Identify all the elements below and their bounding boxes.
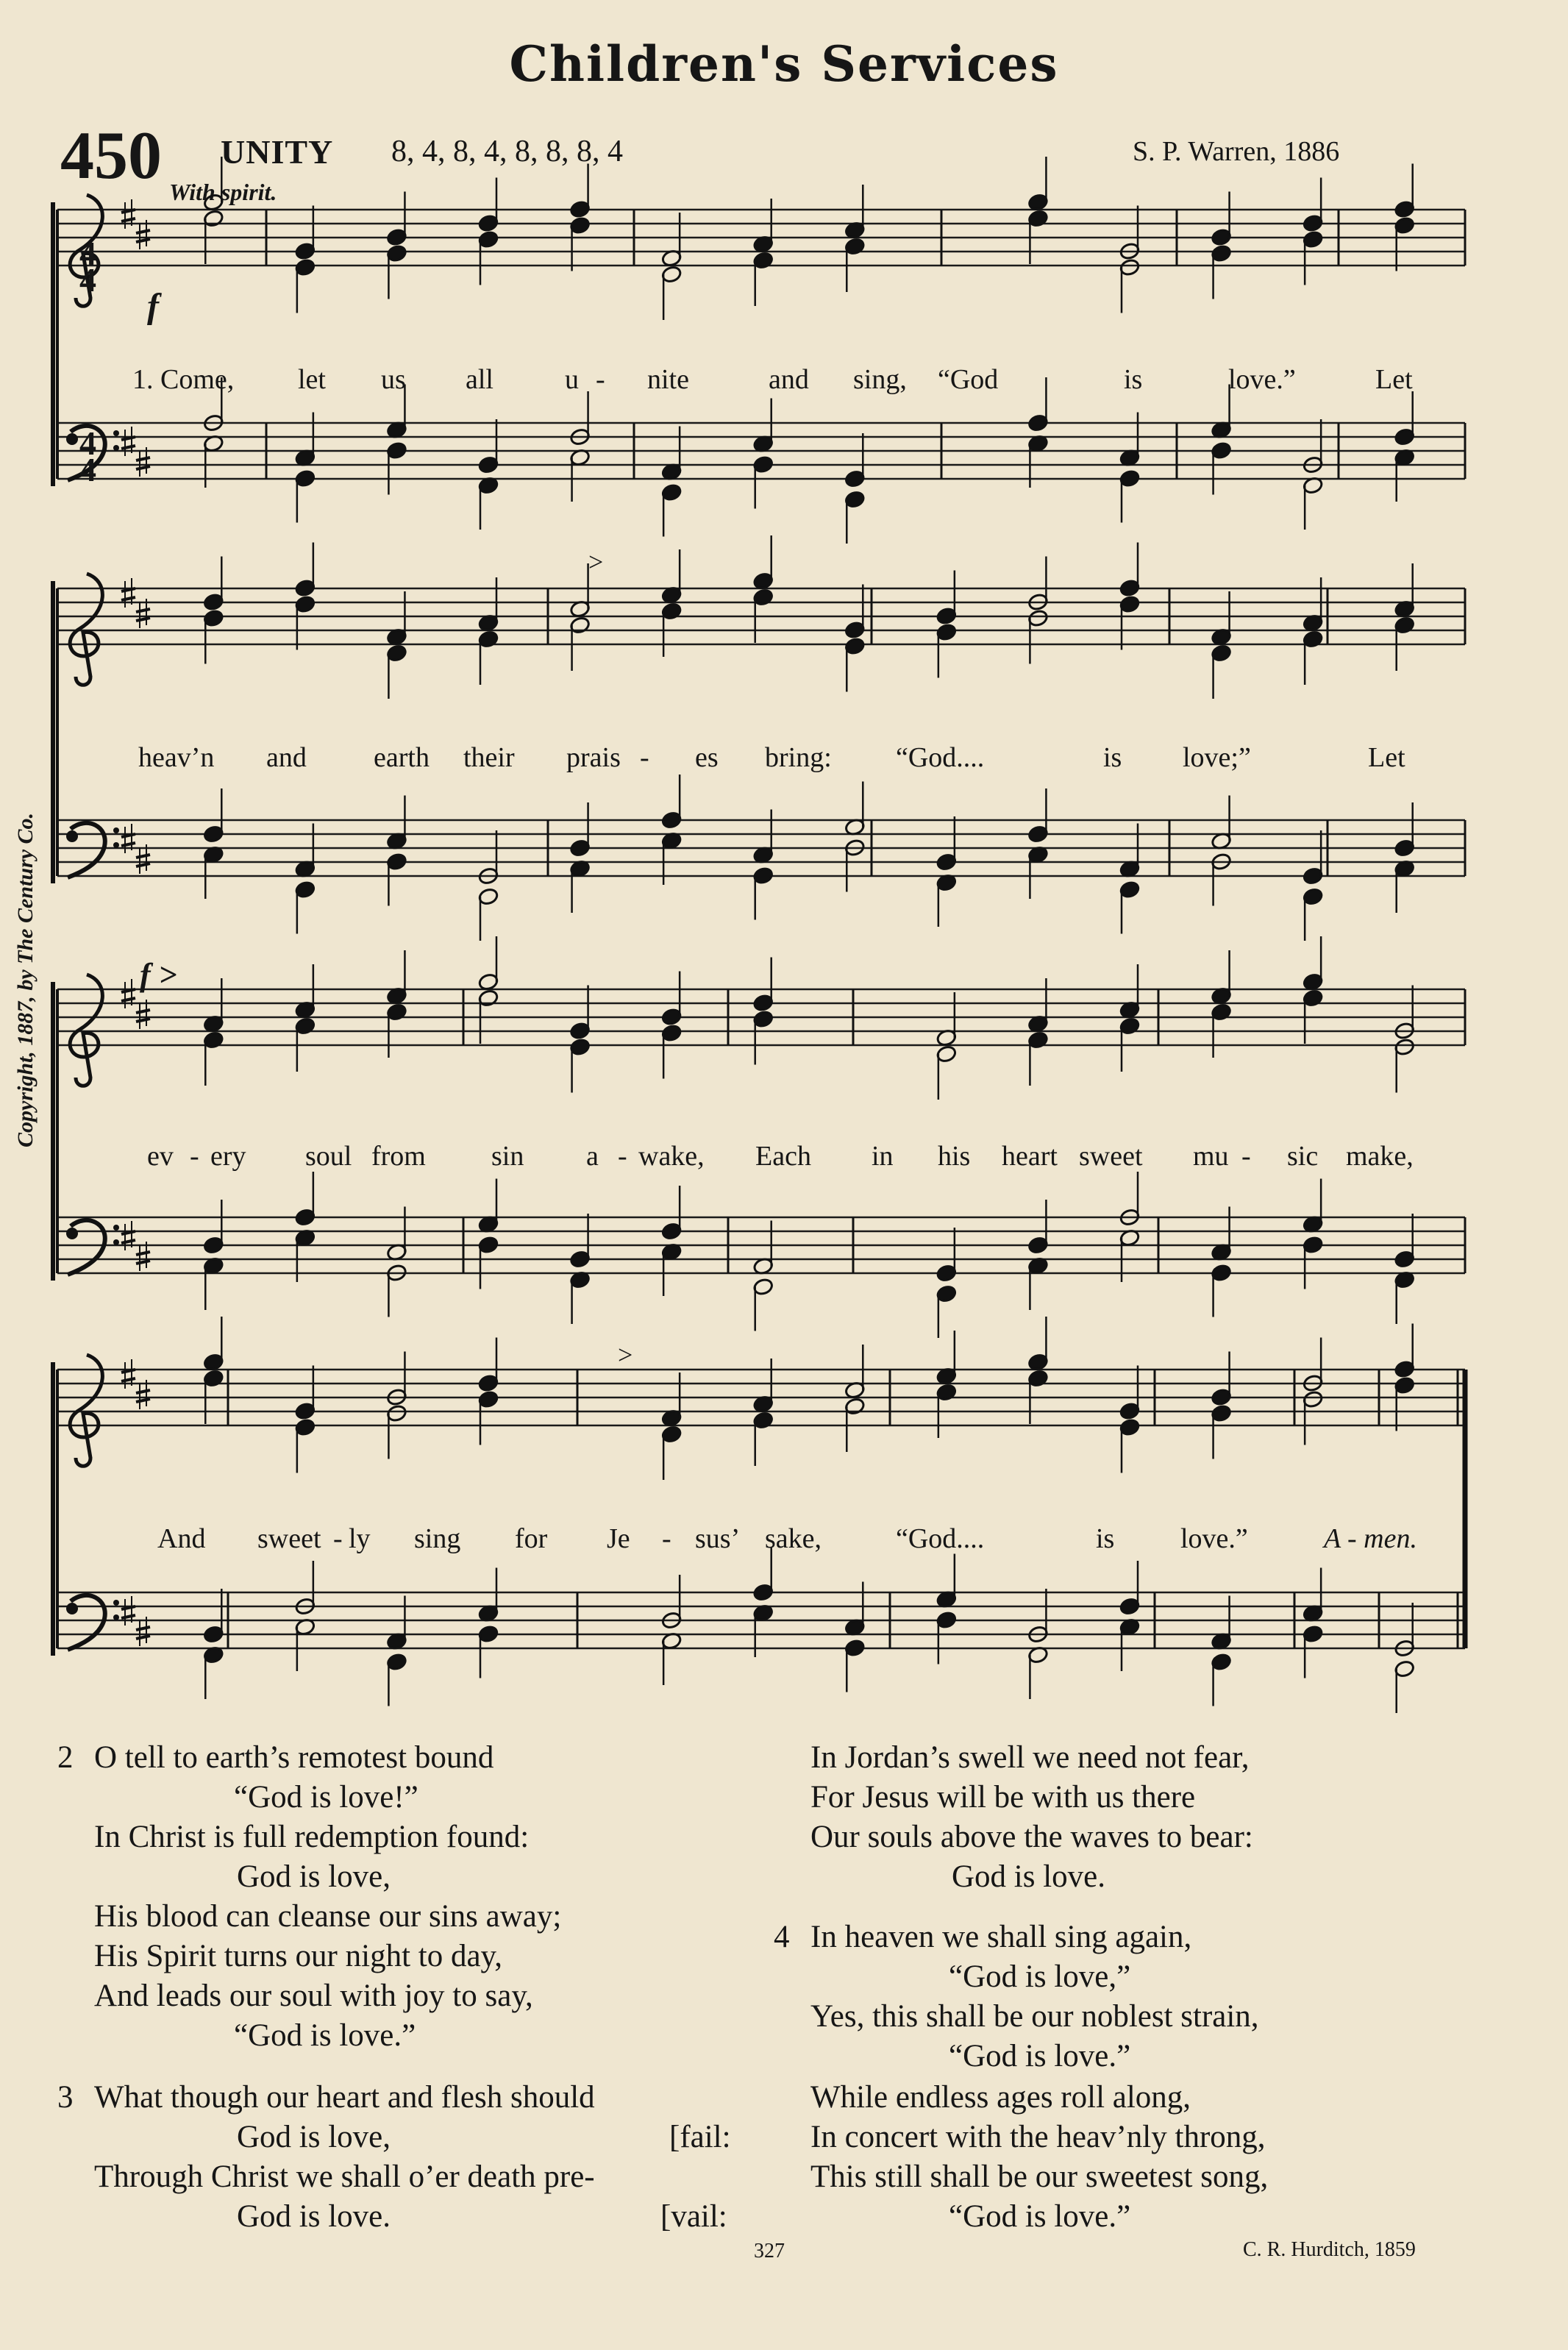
lyric-syllable: for — [515, 1523, 548, 1554]
verse-line: His blood can cleanse our sins away; — [94, 1899, 562, 1934]
verse-line: His Spirit turns our night to day, — [94, 1939, 503, 1973]
verse-line: God is love. — [952, 1859, 1106, 1894]
lyric-syllable: sing, — [853, 364, 907, 395]
verse-number: 2 — [57, 1740, 74, 1775]
lyric-syllable: - — [190, 1141, 199, 1172]
lyric-syllable: sus’ — [695, 1523, 741, 1554]
lyric-syllable: - — [596, 364, 605, 395]
verse-line: And leads our soul with joy to say, — [94, 1979, 533, 2013]
lyric-syllable: And — [157, 1523, 206, 1554]
lyric-syllable: sic — [1287, 1141, 1319, 1172]
lyric-syllable: his — [938, 1141, 971, 1172]
verse-line: “God is love.” — [949, 2199, 1131, 2234]
lyric-syllable: their — [463, 742, 515, 773]
lyric-syllable: es — [695, 742, 719, 773]
time-signature-top: 4 — [79, 424, 96, 462]
lyric-syllable: “God — [938, 364, 999, 395]
verse-line: O tell to earth’s remotest bound — [94, 1740, 494, 1775]
verse-line: This still shall be our sweetest song, — [810, 2159, 1269, 2194]
lyric-syllable: let — [298, 364, 326, 395]
tempo-marking: With spirit. — [169, 179, 277, 205]
verse-line: Yes, this shall be our noblest strain, — [810, 1999, 1259, 2034]
time-signature-bottom: 4 — [79, 451, 96, 488]
lyric-syllable: earth — [374, 742, 430, 773]
time-signature-top: 4 — [79, 235, 96, 272]
lyric-syllable: soul — [305, 1141, 352, 1172]
lyric-syllable: make, — [1346, 1141, 1414, 1172]
verse-line: For Jesus will be with us there — [810, 1780, 1196, 1815]
lyric-syllable: “God.... — [896, 742, 985, 773]
lyric-syllable: - — [1241, 1141, 1251, 1172]
verse-line: In concert with the heav’nly throng, — [810, 2120, 1266, 2154]
verse-line: [fail: — [669, 2120, 731, 2154]
lyric-syllable: ev — [147, 1141, 174, 1172]
lyric-syllable: ly — [349, 1523, 371, 1554]
verse-line: “God is love.” — [949, 2039, 1131, 2073]
lyric-syllable: wake, — [638, 1141, 705, 1172]
verse-line: “God is love.” — [234, 2018, 416, 2053]
lyric-syllable: is — [1103, 742, 1122, 773]
lyric-syllable: all — [466, 364, 493, 395]
verse-line: In Jordan’s swell we need not fear, — [810, 1740, 1250, 1775]
verse-line: Our souls above the waves to bear: — [810, 1820, 1253, 1854]
lyric-syllable: Je — [607, 1523, 630, 1554]
lyric-syllable: mu — [1193, 1141, 1229, 1172]
lyric-syllable: in — [872, 1141, 894, 1172]
lyric-syllable: A - men. — [1324, 1523, 1417, 1554]
dynamic-forte-accent: f > — [140, 957, 177, 993]
lyric-syllable: from — [371, 1141, 426, 1172]
lyric-syllable: Let — [1375, 364, 1413, 395]
music-system — [53, 936, 1465, 1338]
lyric-syllable: ery — [210, 1141, 246, 1172]
verse-line: “God is love!” — [234, 1780, 418, 1815]
lyric-syllable: sweet — [257, 1523, 321, 1554]
lyric-syllable: sake, — [765, 1523, 822, 1554]
lyric-syllable: - — [662, 1523, 671, 1554]
verse-line: God is love. — [237, 2199, 391, 2234]
tune-name: UNITY — [221, 133, 334, 171]
accent-mark: > — [618, 1340, 633, 1370]
lyric-syllable: and — [769, 364, 809, 395]
lyric-syllable: Each — [755, 1141, 811, 1172]
lyric-syllable: heart — [1002, 1141, 1058, 1172]
verse-line: In heaven we shall sing again, — [810, 1920, 1192, 1954]
verse-line: Through Christ we shall o’er death pre- — [94, 2159, 595, 2194]
lyric-syllable: sin — [491, 1141, 524, 1172]
lyric-syllable: sweet — [1079, 1141, 1143, 1172]
lyric-syllable: heav’n — [138, 742, 215, 773]
lyric-syllable: is — [1096, 1523, 1115, 1554]
verse-line: While endless ages roll along, — [810, 2080, 1191, 2115]
hymn-number: 450 — [60, 118, 162, 193]
lyric-syllable: - — [333, 1523, 343, 1554]
lyric-syllable: love;” — [1183, 742, 1251, 773]
lyric-syllable: - — [618, 1141, 627, 1172]
verse-line: In Christ is full redemption found: — [94, 1820, 530, 1854]
lyric-syllable: prais — [566, 742, 621, 773]
lyric-syllable: Let — [1368, 742, 1405, 773]
verse-line: “God is love,” — [949, 1959, 1131, 1994]
composer: S. P. Warren, 1886 — [1133, 136, 1340, 167]
lyric-syllable: and — [266, 742, 307, 773]
section-title: Children's Services — [509, 35, 1059, 93]
lyric-syllable: love.” — [1180, 1523, 1248, 1554]
lyric-syllable: 1. Come, — [132, 364, 235, 395]
hymn-author: C. R. Hurditch, 1859 — [1243, 2238, 1416, 2261]
music-system — [53, 535, 1465, 941]
accent-mark: > — [588, 547, 604, 577]
lyric-syllable: love.” — [1228, 364, 1296, 395]
verse-line: [vail: — [660, 2199, 727, 2234]
lyric-syllable: - — [640, 742, 649, 773]
verse-number: 4 — [774, 1920, 790, 1954]
music-system — [53, 157, 1465, 544]
verse-line: God is love, — [237, 1859, 391, 1894]
lyric-syllable: nite — [647, 364, 689, 395]
verse-line: God is love, — [237, 2120, 391, 2154]
dynamic-forte: f — [147, 287, 159, 326]
lyric-syllable: u — [565, 364, 579, 395]
copyright-notice: Copyright, 1887, by The Century Co. — [13, 812, 38, 1147]
lyric-syllable: sing — [414, 1523, 461, 1554]
lyric-syllable: bring: — [765, 742, 832, 773]
lyric-syllable: is — [1124, 364, 1143, 395]
verse-number: 3 — [57, 2080, 74, 2115]
time-signature-bottom: 4 — [79, 261, 96, 299]
verse-line: What though our heart and flesh should — [94, 2080, 595, 2115]
lyric-syllable: a — [586, 1141, 599, 1172]
lyric-syllable: us — [381, 364, 406, 395]
lyric-syllable: “God.... — [896, 1523, 985, 1554]
music-system — [53, 1317, 1465, 1713]
page-number: 327 — [754, 2240, 785, 2262]
meter: 8, 4, 8, 4, 8, 8, 8, 4 — [391, 135, 623, 168]
